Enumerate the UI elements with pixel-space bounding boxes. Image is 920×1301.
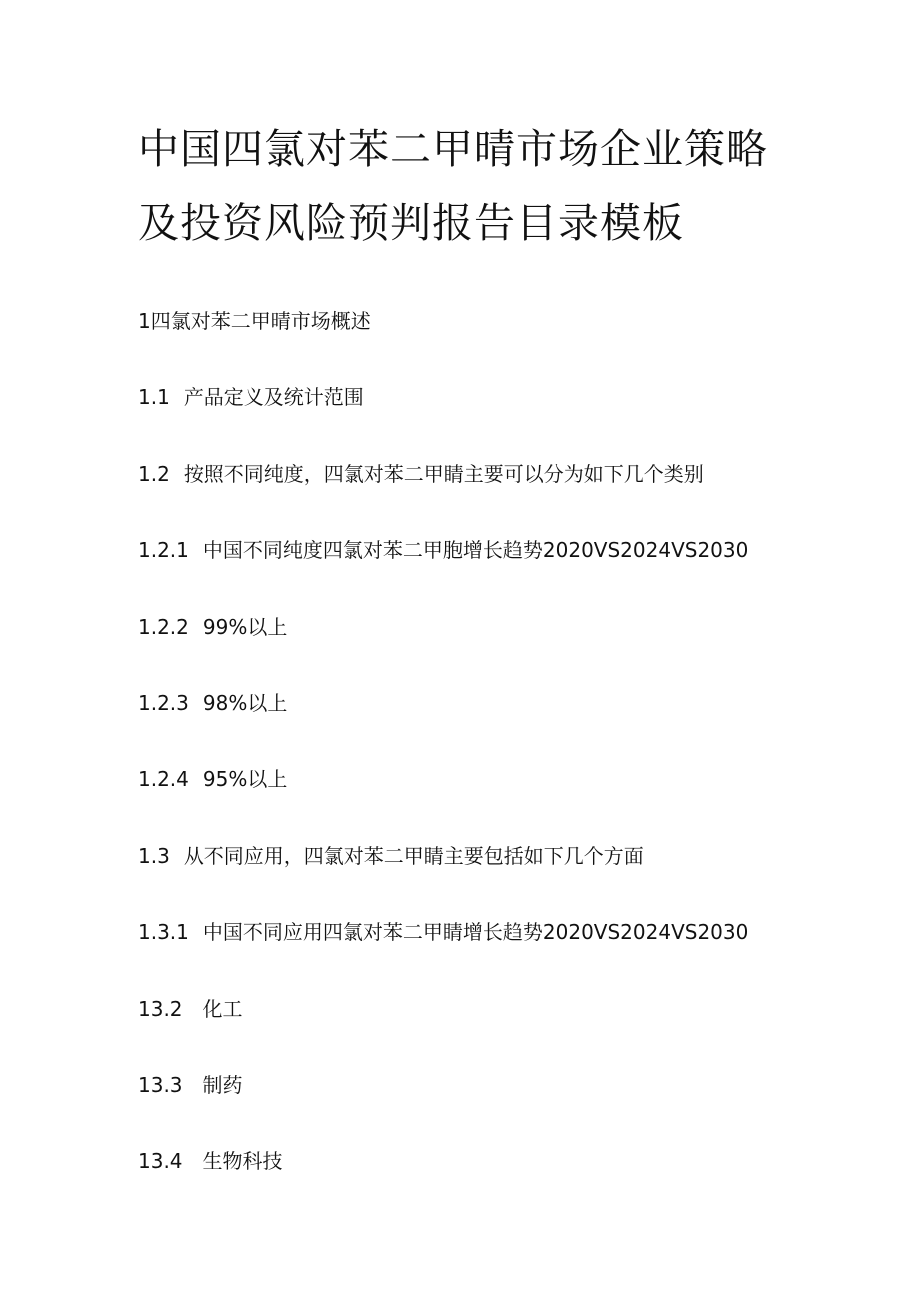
toc-item	[138, 1069, 858, 1145]
toc-number: 13.2	[138, 996, 183, 1021]
toc-text: 99%以上	[202, 614, 288, 639]
toc-number: 1.2.3	[138, 690, 189, 715]
title-line-2: 及投资风险预判报告目录模板	[138, 199, 684, 247]
toc-number: 1.3	[138, 843, 170, 868]
toc-number: 1.2.1	[138, 538, 189, 563]
toc-text: 四氯对苯二甲晴市场概述	[150, 309, 371, 333]
toc-text: 生物科技	[202, 1149, 283, 1174]
toc-number: 1.2.4	[138, 767, 189, 792]
toc-number: 1.2	[138, 461, 170, 486]
toc-number: 1.2.2	[138, 614, 189, 639]
toc-text: 从不同应用，四氯对苯二甲睛主要包括如下几个方面	[183, 843, 644, 868]
toc-item	[138, 916, 858, 992]
toc-number: 1.3.1	[138, 920, 189, 945]
toc-text: 按照不同纯度，四氯对苯二甲睛主要可以分为如下几个类别	[183, 461, 704, 486]
toc-text: 制药	[202, 1072, 243, 1097]
toc-text: 95%以上	[202, 767, 288, 792]
table-of-contents	[138, 305, 858, 1222]
toc-item	[138, 381, 858, 457]
toc-number: 1.1	[138, 385, 170, 410]
toc-item	[138, 305, 858, 381]
toc-text: 98%以上	[202, 690, 288, 715]
toc-text: 化工	[202, 996, 243, 1021]
toc-text: 中国不同应用四氯对苯二甲睛增长趋势2020VS2024VS2030	[202, 920, 749, 945]
toc-text: 产品定义及统计范围	[183, 385, 364, 410]
toc-number: 1	[138, 309, 151, 333]
toc-item	[138, 840, 858, 916]
toc-item	[138, 1145, 858, 1221]
toc-number: 13.3	[138, 1072, 183, 1097]
toc-number: 13.4	[138, 1149, 183, 1174]
toc-item	[138, 763, 858, 839]
toc-item	[138, 611, 858, 687]
toc-item	[138, 534, 858, 610]
document-title	[138, 112, 838, 260]
title-line-1: 中国四氯对苯二甲晴市场企业策略	[138, 125, 768, 173]
toc-item	[138, 687, 858, 763]
toc-item	[138, 993, 858, 1069]
toc-item	[138, 458, 858, 534]
toc-text: 中国不同纯度四氯对苯二甲胞增长趋势2020VS2024VS2030	[202, 538, 749, 563]
